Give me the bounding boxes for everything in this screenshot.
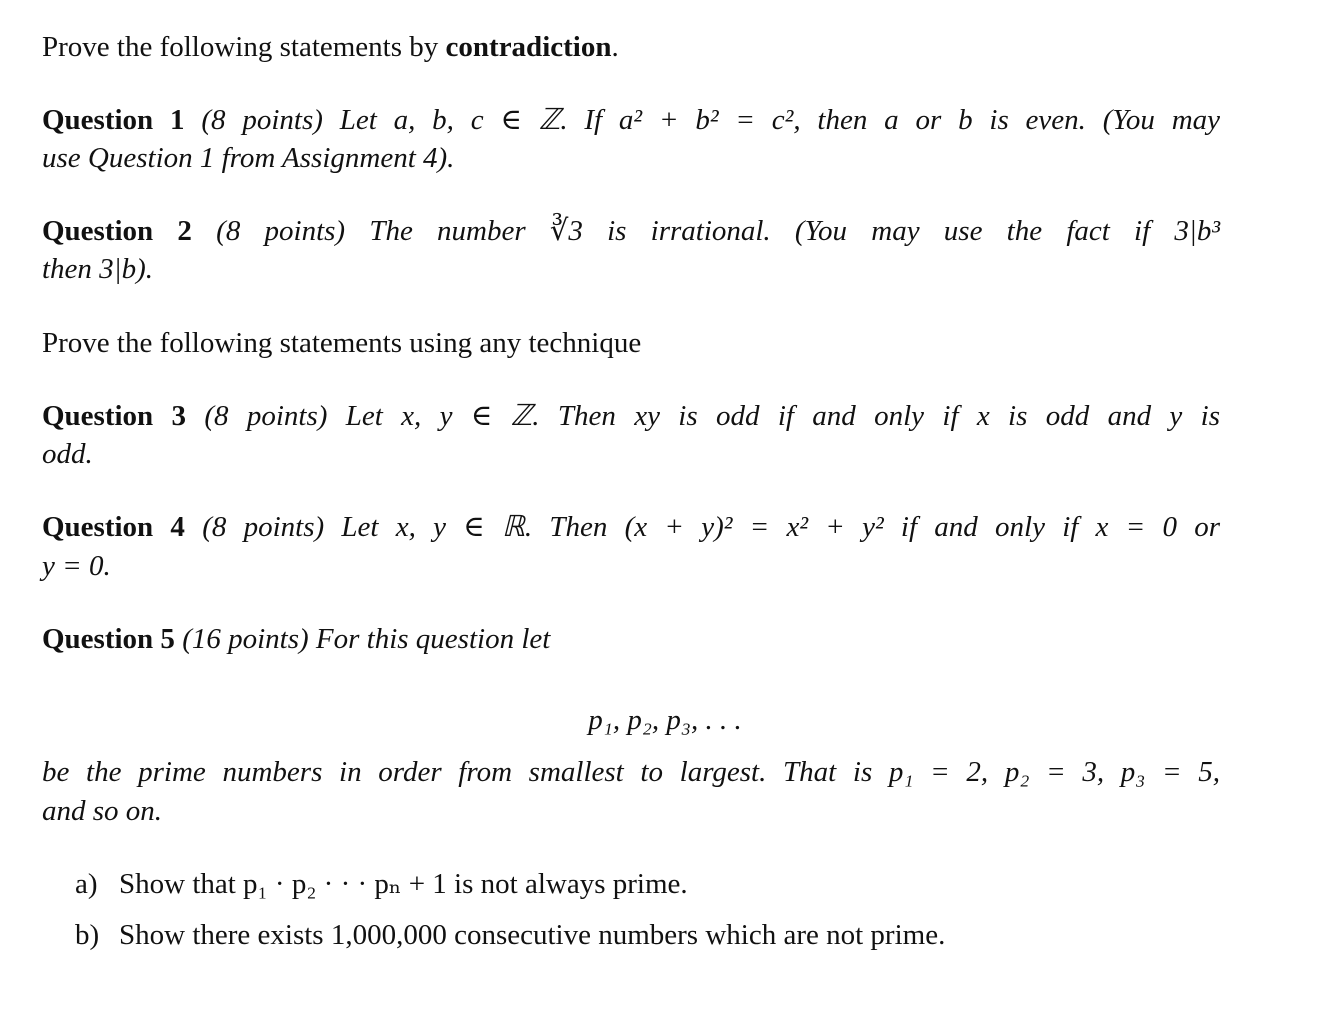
list-item-b-text: Show there exists 1,000,000 consecutive numbers which are not prime. [119, 919, 946, 951]
intro-contradiction-prefix: Prove the following statements by [42, 31, 439, 63]
question-2-title: Question 2 [42, 215, 192, 247]
question-3-title: Question 3 [42, 400, 187, 432]
question-1-text-line-2: use Question 1 from Assignment 4). [42, 142, 455, 174]
intro-any-technique: Prove the following statements using any technique [42, 327, 642, 359]
question-2-line-1 [42, 212, 1220, 250]
question-2-text-line-2: then 3|b). [42, 253, 154, 285]
question-4-title: Question 4 [42, 511, 185, 543]
list-item-b [75, 916, 945, 954]
question-2-points: (8 points) [216, 215, 346, 247]
question-2-text-line-1: The number ∛3 is irrational. (You may use the fact if 3|b³ [369, 215, 1221, 247]
intro-contradiction [42, 28, 619, 66]
question-4-text-line-1: Let x, y ∈ ℝ. Then (x + y)² = x² + y² if and only if x = 0 or [341, 511, 1221, 543]
list-item-b-label: b) [75, 919, 100, 951]
question-3-points: (8 points) [204, 400, 328, 432]
question-1-text-line-1: Let a, b, c ∈ ℤ. If a² + b² = c², then a or b is even. (You may [339, 104, 1221, 136]
question-4-line-1 [42, 508, 1220, 546]
question-1-title: Question 1 [42, 104, 185, 136]
intro-contradiction-suffix: . [611, 31, 619, 63]
question-3-text-line-2: odd. [42, 438, 93, 470]
question-5-line-1 [42, 620, 550, 658]
question-5-points: (16 points) [182, 623, 309, 655]
intro-contradiction-bold: contradiction [445, 31, 612, 63]
question-3-text-line-1: Let x, y ∈ ℤ. Then xy is odd if and only if x is odd and y is [345, 400, 1220, 432]
question-5-title: Question 5 [42, 623, 175, 655]
question-1-line-1 [42, 101, 1220, 139]
prime-sequence: p₁, p₂, p₃, . . . [588, 704, 742, 736]
question-4-points: (8 points) [202, 511, 325, 543]
question-5-text-line-1: be the prime numbers in order from smallest to largest. That is p₁ = 2, p₂ = 3, p₃ = 5, [42, 756, 1220, 788]
question-5-text-line-2: and so on. [42, 795, 163, 827]
list-item-a-text: Show that p₁ · p₂ · · · pₙ + 1 is not always prime. [119, 868, 688, 900]
list-item-a [75, 865, 688, 903]
question-1-points: (8 points) [201, 104, 323, 136]
list-item-a-label: a) [75, 868, 98, 900]
question-5-intro: For this question let [315, 623, 551, 655]
question-3-line-1 [42, 397, 1220, 435]
question-4-text-line-2: y = 0. [42, 550, 111, 582]
